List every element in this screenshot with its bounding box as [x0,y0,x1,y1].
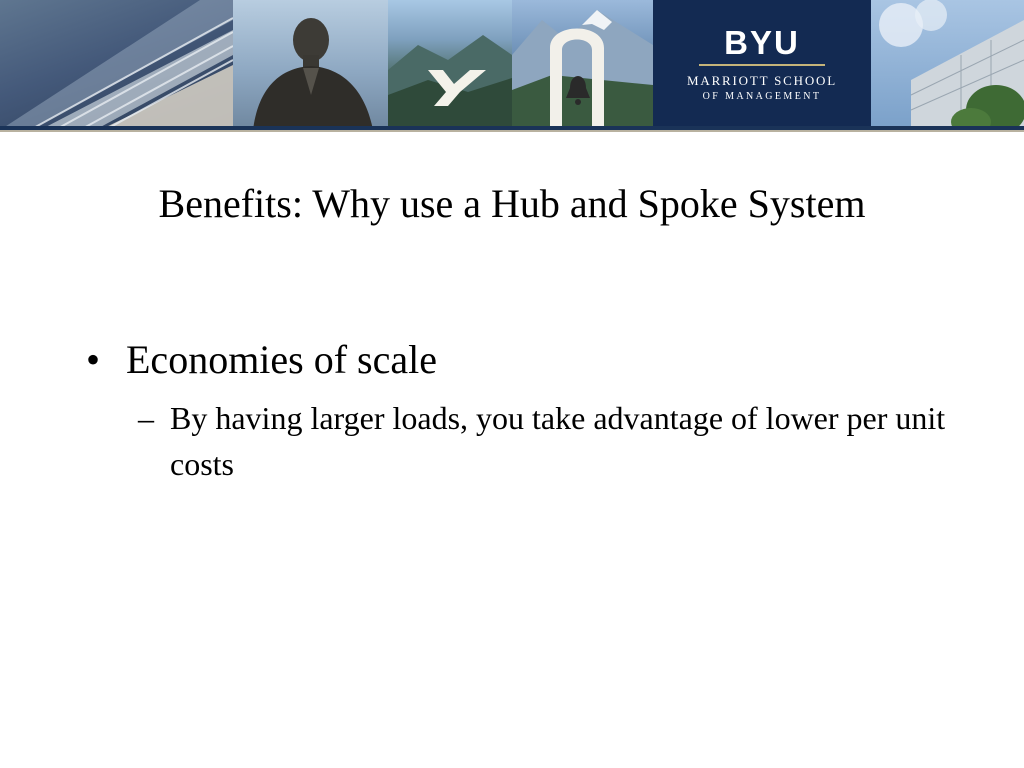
building-photo [0,0,233,130]
header-banner [0,0,1024,130]
slide-title: Benefits: Why use a Hub and Spoke System [158,181,866,226]
sub-bullet-item [138,395,946,487]
bullet-item [86,335,946,385]
slide-body [86,335,946,487]
sub-bullet-text: By having larger loads, you take advantage of lower per unit costs [170,400,946,482]
statue-photo [233,0,388,130]
header-accent-rule [0,130,1024,132]
logo-divider [699,64,825,66]
campus-building-photo [871,0,1024,130]
sub-bullet-marker: – [138,400,154,436]
mountain-y-photo [388,0,512,130]
logo-school-subtitle: OF MANAGEMENT [702,91,822,102]
logo-school-name: MARRIOTT SCHOOL [687,73,837,88]
bell-tower-photo [512,0,653,130]
bullet-marker: • [86,337,101,382]
byu-logo-panel [653,0,871,130]
bullet-text: Economies of scale [126,337,437,382]
byu-wordmark: BYU [724,24,800,61]
